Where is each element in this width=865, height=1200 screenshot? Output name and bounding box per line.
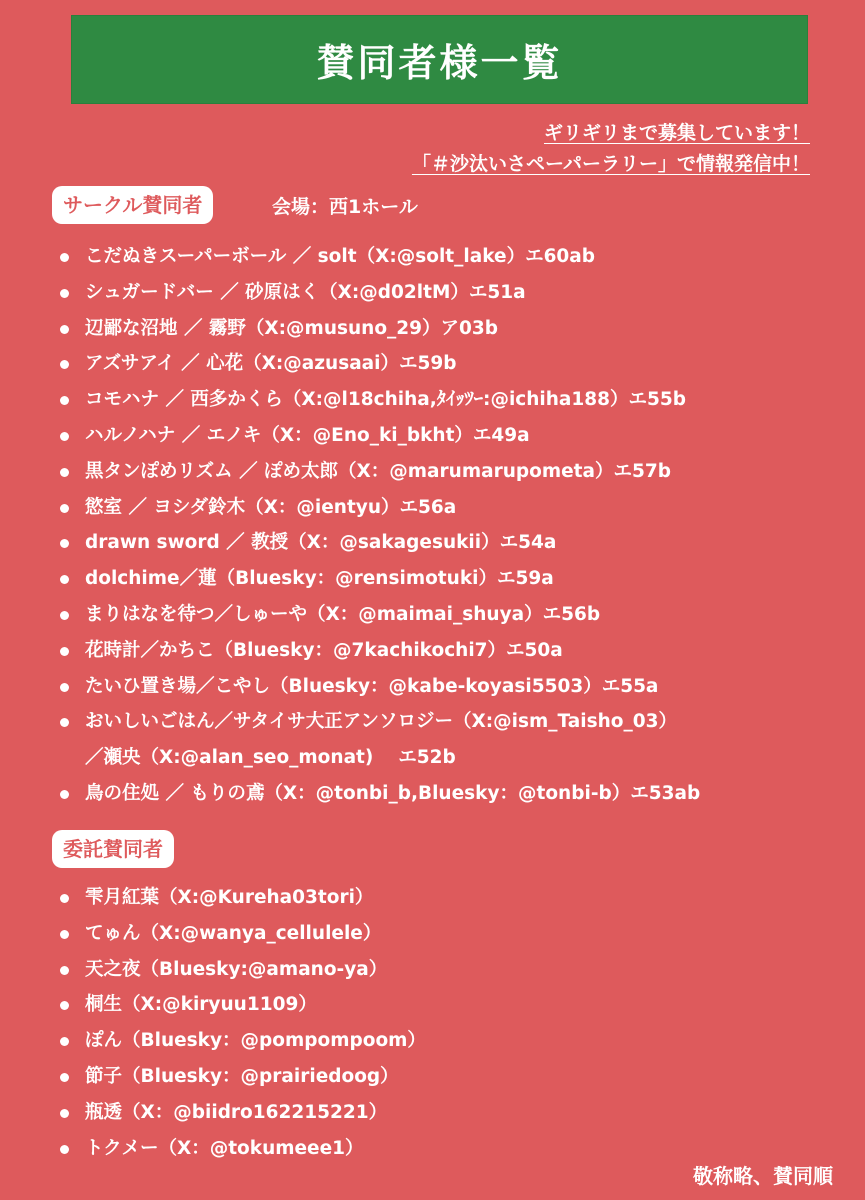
list-item: 黒タンぽめリズム ／ ぽめ太郎（X：@marumarupometa）エ57b xyxy=(57,454,700,490)
list-item: アズサアイ ／ 心花（X:@azusaai）エ59b xyxy=(57,346,700,382)
title-banner xyxy=(71,15,808,104)
list-item: 桐生（X:@kiryuu1109） xyxy=(57,987,426,1023)
list-item: 花時計／かちこ（Bluesky：@7kachikochi7）エ50a xyxy=(57,633,700,669)
footer-note: 敬称略、賛同順 xyxy=(693,1164,833,1188)
commission-supporter-list xyxy=(57,880,426,1166)
page-title: 賛同者様一覧 xyxy=(316,41,563,85)
list-item: 節子（Bluesky：@prairiedoog） xyxy=(57,1059,426,1095)
venue-label: 会場：西1ホール xyxy=(272,196,418,218)
notice-hashtag: 「＃沙汰いさペーパーラリー」で情報発信中！ xyxy=(411,153,810,175)
list-item: シュガードバー ／ 砂原はく（X:@d02ltM）エ51a xyxy=(57,275,700,311)
commission-section-badge: 委託賛同者 xyxy=(52,830,174,868)
list-item: まりはなを待つ／しゅーや（X：@maimai_shuya）エ56b xyxy=(57,597,700,633)
circle-supporter-list xyxy=(57,239,700,812)
list-item: こだぬきスーパーボール ／ solt（X:@solt_lake）エ60ab xyxy=(57,239,700,275)
circle-section-badge: サークル賛同者 xyxy=(52,186,213,224)
notice-recruiting: ギリギリまで募集しています！ xyxy=(543,122,810,144)
list-item: ハルノハナ ／ エノキ（X：@Eno_ki_bkht）エ49a xyxy=(57,418,700,454)
list-item: トクメー（X：@tokumeee1） xyxy=(57,1131,426,1167)
list-item: 慾室 ／ ヨシダ鈴木（X：@ientyu）エ56a xyxy=(57,490,700,526)
list-item: コモハナ ／ 西多かくら（X:@l18chiha,ﾀｲｯﾂｰ:@ichiha188）エ55b xyxy=(57,382,700,418)
list-item-continuation: ／瀬央（X:@alan_seo_monat) エ52b xyxy=(85,747,456,769)
notice-block xyxy=(412,118,810,180)
list-item: 雫月紅葉（X:@Kureha03tori） xyxy=(57,880,426,916)
list-item: drawn sword ／ 教授（X：@sakagesukii）エ54a xyxy=(57,525,700,561)
list-item: たいひ置き場／こやし（Bluesky：@kabe-koyasi5503）エ55a xyxy=(57,669,700,705)
list-item: おいしいごはん／サタイサ大正アンソロジー（X:@ism_Taisho_03） xyxy=(57,704,700,740)
list-item: 瓶透（X：@biidro162215221） xyxy=(57,1095,426,1131)
list-item: 鳥の住処 ／ もりの鳶（X：@tonbi_b,Bluesky：@tonbi-b）エ53ab xyxy=(57,776,700,812)
list-item: 天之夜（Bluesky:@amano-ya） xyxy=(57,952,426,988)
list-item: ぽん（Bluesky：@pompompoom） xyxy=(57,1023,426,1059)
list-item: てゅん（X:@wanya_cellulele） xyxy=(57,916,426,952)
list-item: 辺鄙な沼地 ／ 霧野（X:@musuno_29）ア03b xyxy=(57,311,700,347)
list-item: dolchime／蓮（Bluesky：@rensimotuki）エ59a xyxy=(57,561,700,597)
